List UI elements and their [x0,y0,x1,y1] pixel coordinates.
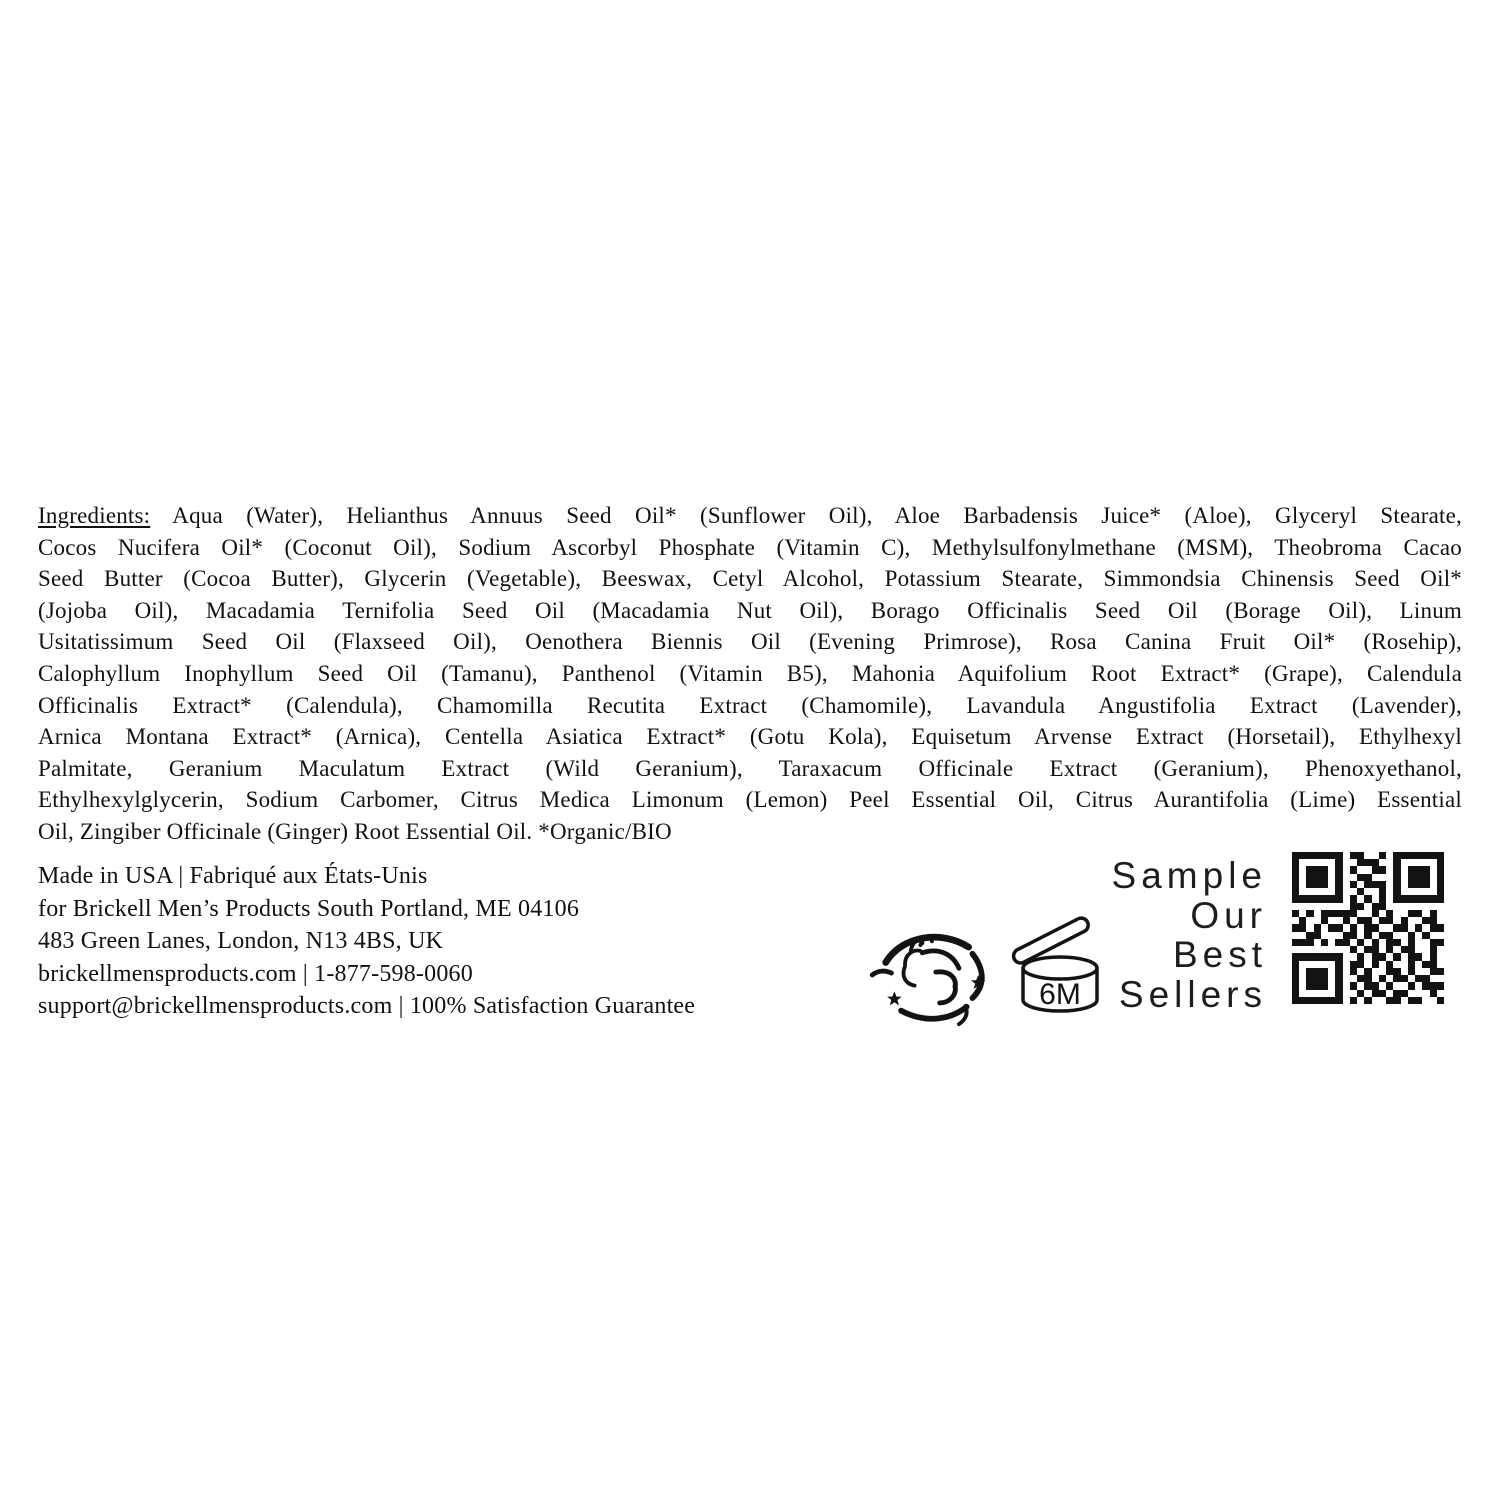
ingredients-line: Ethylhexylglycerin, Sodium Carbomer, Citrus Medica Limonum (Lemon) Peel Essential Oil, Citrus Aurantifolia (Lime) Essential [38,787,1462,813]
leaping-bunny-icon [868,922,994,1028]
ingredients-line: Seed Butter (Cocoa Butter), Glycerin (Vegetable), Beeswax, Cetyl Alcohol, Potassium Stearate, Simmondsia Chinensis Seed Oil* [38,566,1462,592]
ingredients-line-text: Aqua (Water), Helianthus Annuus Seed Oil* (Sunflower Oil), Aloe Barbadensis Juice* (Aloe), Glyceryl Stearate, [150,503,1462,528]
pao-period-label: 6M [1039,978,1081,1011]
ingredients-line [38,500,1462,532]
ingredients-line: Officinalis Extract* (Calendula), Chamomilla Recutita Extract (Chamomile), Lavandula Angustifolia Extract (Lavender), [38,692,1462,718]
cta-line: Sellers [1118,973,1267,1015]
bunny-stars [887,975,985,1005]
ingredients-line: Calophyllum Inophyllum Seed Oil (Tamanu), Panthenol (Vitamin B5), Mahonia Aquifolium Root Extract* (Grape), Calendula [38,660,1462,686]
uk-address-line: 483 Green Lanes, London, N13 4BS, UK [38,928,444,954]
made-in-line: Made in USA | Fabriqué aux États-Unis [38,863,428,889]
cta-line: Best [1172,934,1267,975]
ingredients-paragraph [38,500,1462,848]
ingredients-line: Palmitate, Geranium Maculatum Extract (Wild Geranium), Taraxacum Officinale Extract (Geranium), Phenoxyethanol, [38,755,1462,781]
ingredients-label: Ingredients: [38,503,151,528]
ingredients-line: (Jojoba Oil), Macadamia Ternifolia Seed Oil (Macadamia Nut Oil), Borago Officinalis Seed Oil (Borage Oil), Linum [38,597,1462,623]
support-email-line: support@brickellmensproducts.com | 100% Satisfaction Guarantee [38,993,696,1019]
sample-cta [1112,856,1267,1014]
pao-6m-icon [1002,896,1117,1026]
website-phone-line: brickellmensproducts.com | 1-877-598-0060 [38,960,473,987]
ingredients-line: Oil, Zingiber Officinale (Ginger) Root Essential Oil. *Organic/BIO [38,818,672,844]
cta-line: Sample [1111,855,1267,896]
bunny-body [904,937,959,1003]
ingredients-line: Cocos Nucifera Oil* (Coconut Oil), Sodium Ascorbyl Phosphate (Vitamin C), Methylsulfonylmethane (MSM), Theobroma Cacao [38,534,1462,560]
pao-jar [1023,957,1097,1011]
cta-line: Our [1190,894,1267,936]
qr-code [1292,852,1444,1004]
ingredients-line: Arnica Montana Extract* (Arnica), Centella Asiatica Extract* (Gotu Kola), Equisetum Arvense Extract (Horsetail), Ethylhexyl [38,724,1462,750]
company-address-line: for Brickell Men’s Products South Portland, ME 04106 [38,895,580,922]
company-info [38,860,868,1023]
ingredients-line: Usitatissimum Seed Oil (Flaxseed Oil), Oenothera Biennis Oil (Evening Primrose), Rosa Canina Fruit Oil* (Rosehip), [38,629,1462,655]
